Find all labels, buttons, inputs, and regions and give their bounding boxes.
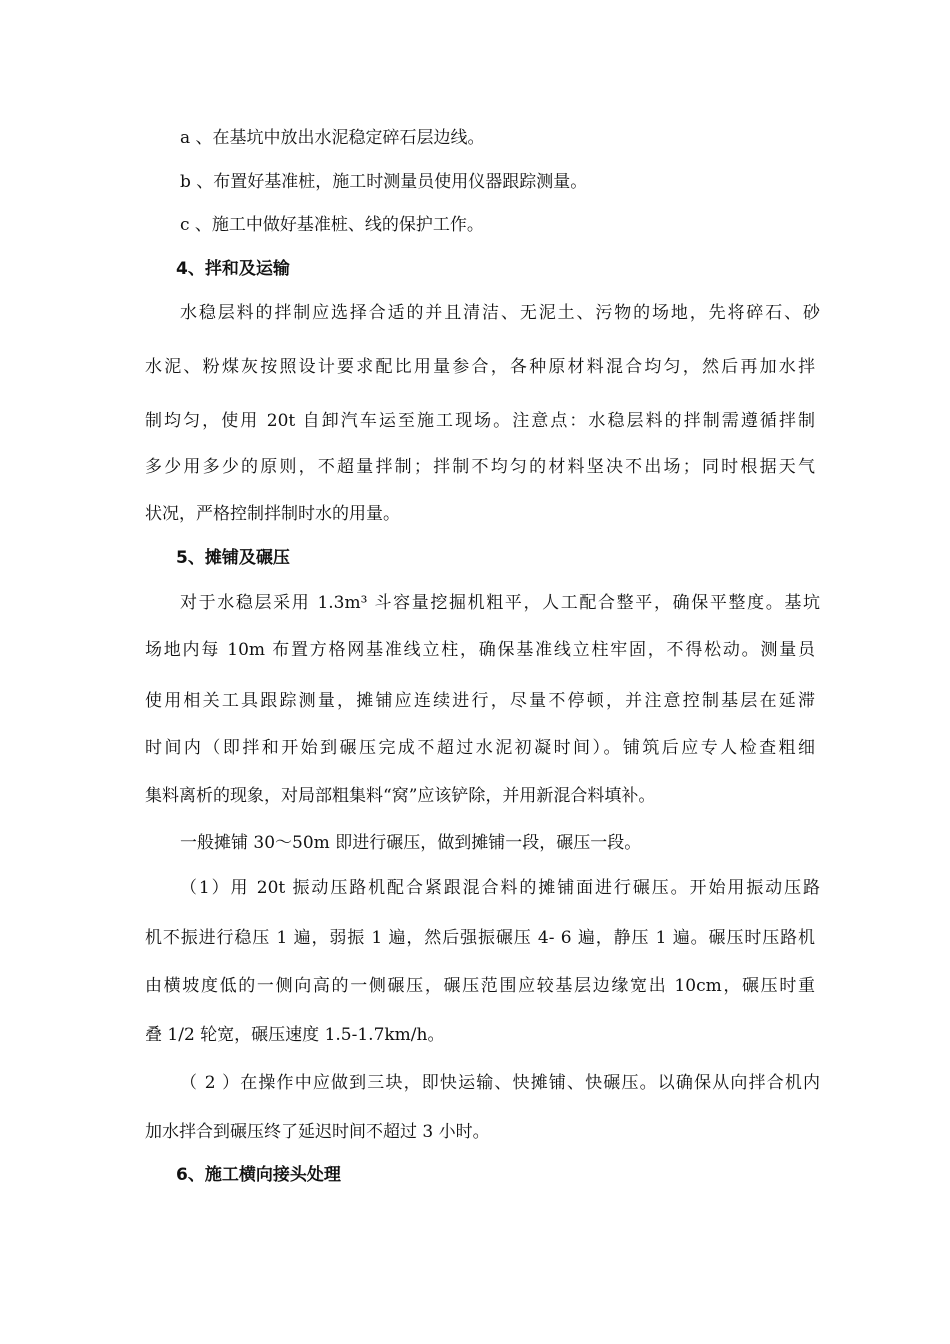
section-5-heading: 5、摊铺及碾压 bbox=[176, 548, 290, 568]
section-5-p3-line-1: （1）用 20t 振动压路机配合紧跟混合料的摊铺面进行碾压。开始用振动压路 bbox=[180, 878, 820, 898]
list-item-b: b 、布置好基准桩，施工时测量员使用仪器跟踪测量。 bbox=[180, 172, 588, 192]
section-6-heading: 6、施工横向接头处理 bbox=[176, 1165, 341, 1185]
list-item-c: c 、施工中做好基准桩、线的保护工作。 bbox=[180, 215, 484, 235]
section-5-p1-line-4: 时间内（即拌和开始到碾压完成不超过水泥初凝时间）。铺筑后应专人检查粗细 bbox=[145, 738, 815, 758]
section-4-line-2: 水泥、粉煤灰按照设计要求配比用量参合，各种原材料混合均匀，然后再加水拌 bbox=[145, 357, 815, 377]
section-4-line-5: 状况，严格控制拌制时水的用量。 bbox=[145, 504, 400, 524]
section-5-p1-line-3: 使用相关工具跟踪测量，摊铺应连续进行，尽量不停顿，并注意控制基层在延滞 bbox=[145, 691, 815, 711]
section-5-p1-line-5: 集料离析的现象，对局部粗集料“窝”应该铲除，并用新混合料填补。 bbox=[145, 786, 656, 806]
list-item-a: a 、在基坑中放出水泥稳定碎石层边线。 bbox=[180, 128, 485, 148]
section-5-p3-line-3: 由横坡度低的一侧向高的一侧碾压，碾压范围应较基层边缘宽出 10cm，碾压时重 bbox=[145, 976, 815, 996]
section-4-line-3: 制均匀，使用 20t 自卸汽车运至施工现场。注意点：水稳层料的拌制需遵循拌制 bbox=[145, 411, 815, 431]
section-5-p2: 一般摊铺 30～50m 即进行碾压，做到摊铺一段，碾压一段。 bbox=[180, 833, 642, 853]
section-4-line-4: 多少用多少的原则，不超量拌制；拌制不均匀的材料坚决不出场；同时根据天气 bbox=[145, 457, 815, 477]
section-5-p4-line-1: （ 2 ）在操作中应做到三块，即快运输、快摊铺、快碾压。以确保从向拌合机内 bbox=[180, 1073, 820, 1093]
section-5-p1-line-1: 对于水稳层采用 1.3m³ 斗容量挖掘机粗平，人工配合整平，确保平整度。基坑 bbox=[180, 593, 820, 613]
section-4-line-1: 水稳层料的拌制应选择合适的并且清洁、无泥土、污物的场地，先将碎石、砂 bbox=[180, 303, 820, 323]
section-5-p1-line-2: 场地内每 10m 布置方格网基准线立柱，确保基准线立柱牢固，不得松动。测量员 bbox=[145, 640, 815, 660]
section-5-p4-line-2: 加水拌合到碾压终了延迟时间不超过 3 小时。 bbox=[145, 1122, 490, 1142]
section-4-heading: 4、拌和及运输 bbox=[176, 259, 290, 279]
section-5-p3-line-2: 机不振进行稳压 1 遍，弱振 1 遍，然后强振碾压 4- 6 遍，静压 1 遍。碾压时压路机 bbox=[145, 928, 815, 948]
section-5-p3-line-4: 叠 1/2 轮宽，碾压速度 1.5-1.7km/h。 bbox=[145, 1025, 445, 1045]
